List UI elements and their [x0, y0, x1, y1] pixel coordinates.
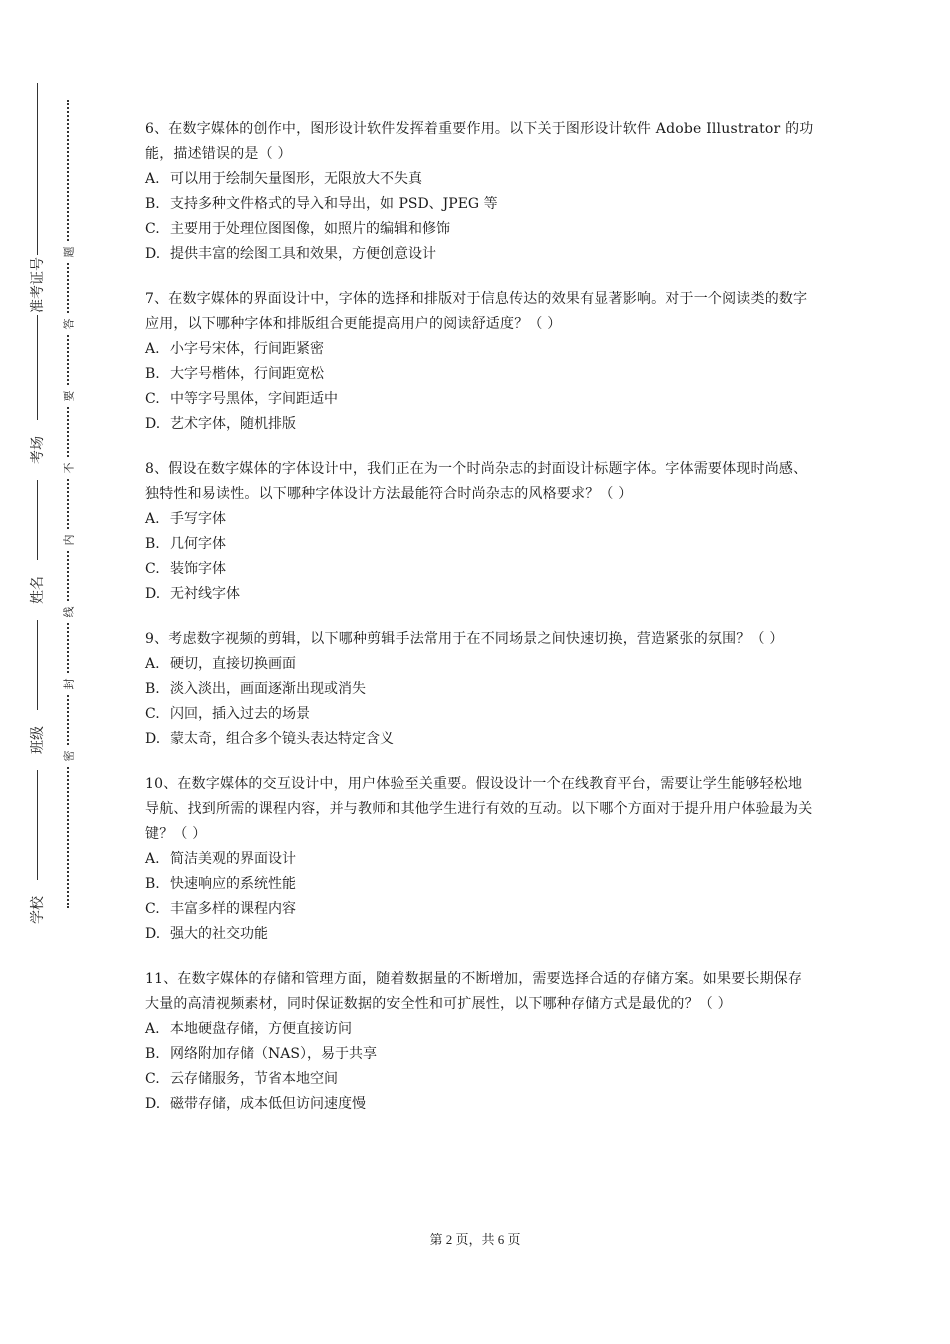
question-list [145, 117, 815, 1137]
option-b[interactable] [145, 532, 815, 557]
option-letter: A. [145, 1021, 160, 1037]
option-text: 无衬线字体 [170, 586, 240, 602]
option-letter: B. [145, 1046, 160, 1062]
option-letter: D. [145, 246, 161, 262]
question-stem: 11、在数字媒体的存储和管理方面，随着数据量的不断增加，需要选择合适的存储方案。如果要长期保存大量的高清视频素材，同时保证数据的安全性和可扩展性，以下哪种存储方式是最优的？（ ） [145, 971, 803, 1012]
option-d[interactable] [145, 727, 815, 752]
question-stem: 7、在数字媒体的界面设计中，字体的选择和排版对于信息传达的效果有显著影响。对于一个阅读类的数字应用，以下哪种字体和排版组合更能提高用户的阅读舒适度？（ ） [145, 291, 808, 332]
seal-char: 题 [59, 243, 77, 261]
seal-char: 要 [59, 387, 77, 405]
option-c[interactable] [145, 702, 815, 727]
option-letter: A. [145, 851, 160, 867]
option-letter: B. [145, 196, 160, 212]
option-text: 艺术字体，随机排版 [170, 416, 296, 432]
school-label: 学校 [21, 880, 53, 940]
option-text: 小字号宋体，行间距紧密 [170, 341, 324, 357]
option-letter: A. [145, 171, 160, 187]
seal-char: 封 [59, 675, 77, 693]
page-number-footer: 第 2 页，共 6 页 [429, 1232, 521, 1247]
option-text: 快速响应的系统性能 [170, 876, 296, 892]
option-text: 闪回，插入过去的场景 [170, 706, 310, 722]
question-stem: 6、在数字媒体的创作中，图形设计软件发挥着重要作用。以下关于图形设计软件 Adobe Illustrator 的功能，描述错误的是（ ） [145, 121, 814, 162]
option-letter: D. [145, 1096, 161, 1112]
option-letter: C. [145, 561, 160, 577]
option-text: 支持多种文件格式的导入和导出，如 PSD、JPEG 等 [170, 196, 498, 212]
option-list [145, 847, 815, 947]
option-letter: D. [145, 731, 161, 747]
option-b[interactable] [145, 677, 815, 702]
option-letter: D. [145, 926, 161, 942]
option-letter: C. [145, 221, 160, 237]
option-d[interactable] [145, 922, 815, 947]
seal-char: 不 [59, 459, 77, 477]
seal-char: 内 [59, 531, 77, 549]
option-b[interactable] [145, 1042, 815, 1067]
option-letter: D. [145, 586, 161, 602]
option-text: 磁带存储，成本低但访问速度慢 [170, 1096, 366, 1112]
option-a[interactable] [145, 167, 815, 192]
question-stem: 8、假设在数字媒体的字体设计中，我们正在为一个时尚杂志的封面设计标题字体。字体需要体现时尚感、独特性和易读性。以下哪种字体设计方法最能符合时尚杂志的风格要求？（ ） [145, 461, 808, 502]
exam-id-label: 准考证号 [21, 255, 53, 315]
option-text: 几何字体 [170, 536, 226, 552]
option-b[interactable] [145, 872, 815, 897]
option-letter: B. [145, 876, 160, 892]
option-letter: C. [145, 391, 160, 407]
option-d[interactable] [145, 412, 815, 437]
option-text: 网络附加存储（NAS），易于共享 [170, 1046, 377, 1062]
option-text: 可以用于绘制矢量图形，无限放大不失真 [170, 171, 422, 187]
option-d[interactable] [145, 582, 815, 607]
exam-room-label: 考场 [21, 420, 53, 480]
question-11 [145, 967, 815, 1117]
question-10 [145, 772, 815, 947]
question-7 [145, 287, 815, 437]
seal-char: 答 [59, 315, 77, 333]
option-text: 强大的社交功能 [170, 926, 268, 942]
option-list [145, 652, 815, 752]
name-label: 姓名 [21, 560, 53, 620]
option-text: 淡入淡出，画面逐渐出现或消失 [170, 681, 366, 697]
option-a[interactable] [145, 507, 815, 532]
option-text: 中等字号黑体，字间距适中 [170, 391, 338, 407]
option-list [145, 507, 815, 607]
option-text: 丰富多样的课程内容 [170, 901, 296, 917]
option-letter: C. [145, 901, 160, 917]
option-a[interactable] [145, 847, 815, 872]
option-b[interactable] [145, 362, 815, 387]
option-c[interactable] [145, 557, 815, 582]
question-stem: 10、在数字媒体的交互设计中，用户体验至关重要。假设设计一个在线教育平台，需要让学生能够轻松地导航、找到所需的课程内容，并与教师和其他学生进行有效的互动。以下哪个方面对于提升用户体验最为关键？（ ） [145, 776, 813, 842]
option-a[interactable] [145, 337, 815, 362]
option-letter: A. [145, 511, 160, 527]
seal-char: 密 [59, 747, 77, 765]
option-text: 提供丰富的绘图工具和效果，方便创意设计 [170, 246, 436, 262]
option-c[interactable] [145, 897, 815, 922]
option-b[interactable] [145, 192, 815, 217]
option-letter: A. [145, 656, 160, 672]
option-text: 蒙太奇，组合多个镜头表达特定含义 [170, 731, 394, 747]
seal-dotted-line [67, 100, 69, 908]
option-letter: C. [145, 1071, 160, 1087]
option-text: 云存储服务，节省本地空间 [170, 1071, 338, 1087]
binding-solid-line [37, 83, 38, 923]
option-letter: B. [145, 536, 160, 552]
option-list [145, 167, 815, 267]
question-8 [145, 457, 815, 607]
binding-margin [0, 0, 110, 1344]
question-stem: 9、考虑数字视频的剪辑，以下哪种剪辑手法常用于在不同场景之间快速切换，营造紧张的氛围？（ ） [145, 631, 784, 647]
option-letter: A. [145, 341, 160, 357]
option-letter: D. [145, 416, 161, 432]
question-6 [145, 117, 815, 267]
option-c[interactable] [145, 1067, 815, 1092]
option-letter: B. [145, 366, 160, 382]
seal-char: 线 [59, 603, 77, 621]
option-d[interactable] [145, 242, 815, 267]
option-a[interactable] [145, 1017, 815, 1042]
option-list [145, 337, 815, 437]
option-text: 硬切，直接切换画面 [170, 656, 296, 672]
option-c[interactable] [145, 387, 815, 412]
question-9 [145, 627, 815, 752]
option-text: 本地硬盘存储，方便直接访问 [170, 1021, 352, 1037]
option-d[interactable] [145, 1092, 815, 1117]
option-letter: B. [145, 681, 160, 697]
option-text: 装饰字体 [170, 561, 226, 577]
option-text: 大字号楷体，行间距宽松 [170, 366, 324, 382]
option-text: 主要用于处理位图图像，如照片的编辑和修饰 [170, 221, 450, 237]
option-c[interactable] [145, 217, 815, 242]
class-label: 班级 [21, 710, 53, 770]
option-text: 手写字体 [170, 511, 226, 527]
option-text: 简洁美观的界面设计 [170, 851, 296, 867]
option-a[interactable] [145, 652, 815, 677]
option-list [145, 1017, 815, 1117]
option-letter: C. [145, 706, 160, 722]
